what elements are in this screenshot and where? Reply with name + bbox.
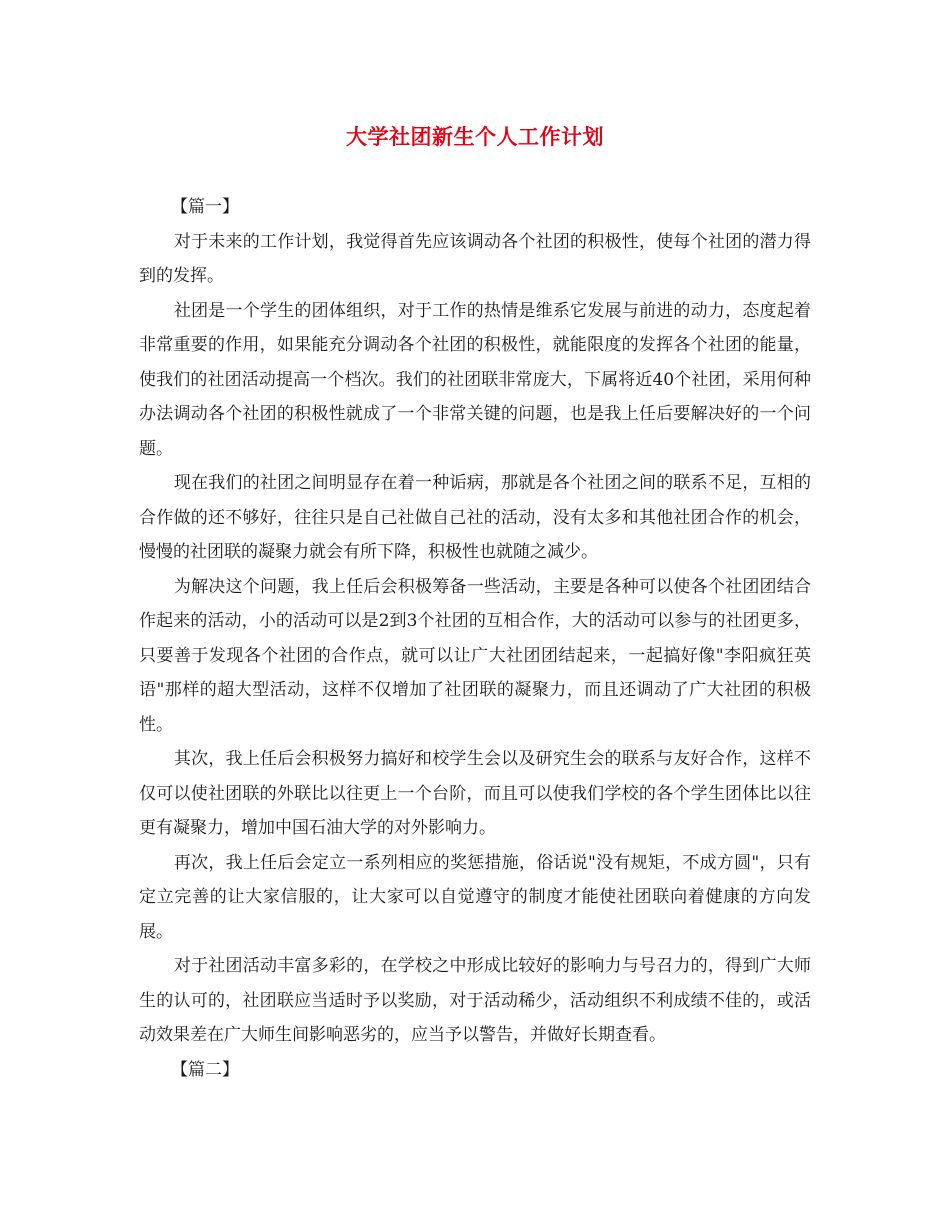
paragraph: 对于社团活动丰富多彩的，在学校之中形成比较好的影响力与号召力的，得到广大师生的认可的，社团联应当适时予以奖励，对于活动稀少，活动组织不利成绩不佳的，或活动效果差在广大师生间影响恶劣的，应当予以警告，并做好长期查看。 xyxy=(139,956,811,1045)
document-body xyxy=(139,190,811,1087)
paragraph: 再次，我上任后会定立一系列相应的奖惩措施，俗话说"没有规矩，不成方圆"，只有定立完善的让大家信服的，让大家可以自觉遵守的制度才能使社团联向着健康的方向发展。 xyxy=(139,852,811,942)
paragraph: 对于未来的工作计划，我觉得首先应该调动各个社团的积极性，使每个社团的潜力得到的发挥。 xyxy=(139,231,811,286)
document-title: 大学社团新生个人工作计划 xyxy=(346,125,604,149)
section-heading-1: 【篇一】 xyxy=(171,197,239,217)
paragraph: 现在我们的社团之间明显存在着一种诟病，那就是各个社团之间的联系不足，互相的合作做的还不够好，往往只是自己社做自己社的活动，没有太多和其他社团合作的机会，慢慢的社团联的凝聚力就会有所下降，积极性也就随之减少。 xyxy=(139,473,811,562)
section-heading-2: 【篇二】 xyxy=(171,1059,239,1080)
paragraph: 为解决这个问题，我上任后会积极筹备一些活动，主要是各种可以使各个社团团结合作起来的活动，小的活动可以是2到3个社团的互相合作，大的活动可以参与的社团更多，只要善于发现各个社团的合作点，就可以让广大社团团结起来，一起搞好像"李阳疯狂英语"那样的超大型活动，这样不仅增加了社团联的凝聚力，而且还调动了广大社团的积极性。 xyxy=(139,576,811,735)
paragraph: 其次，我上任后会积极努力搞好和校学生会以及研究生会的联系与友好合作，这样不仅可以使社团联的外联比以往更上一个台阶，而且可以使我们学校的各个学生团体比以往更有凝聚力，增加中国石油大学的对外影响力。 xyxy=(139,749,811,838)
paragraph: 社团是一个学生的团体组织，对于工作的热情是维系它发展与前进的动力，态度起着非常重要的作用，如果能充分调动各个社团的积极性，就能限度的发挥各个社团的能量，使我们的社团活动提高一个档次。我们的社团联非常庞大，下属将近40个社团，采用何种办法调动各个社团的积极性就成了一个非常关键的问题，也是我上任后要解决好的一个问题。 xyxy=(139,300,811,459)
